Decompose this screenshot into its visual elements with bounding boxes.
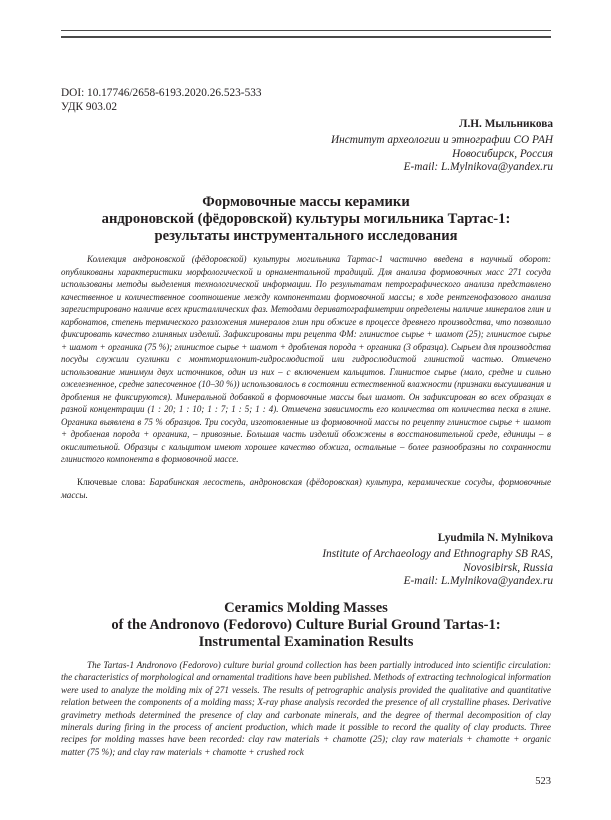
en-city: Novosibirsk, Russia bbox=[463, 561, 553, 574]
header-rule-thin bbox=[61, 30, 551, 31]
keywords-label: Ключевые слова: bbox=[77, 477, 146, 487]
en-article-title bbox=[61, 600, 551, 651]
en-title-line: Instrumental Examination Results bbox=[198, 634, 414, 650]
ru-institute: Институт археологии и этнографии СО РАН bbox=[330, 134, 553, 147]
ru-author-block bbox=[331, 118, 553, 175]
en-author-name: Lyudmila N. Mylnikova bbox=[437, 532, 553, 544]
header-rule-thick bbox=[61, 36, 551, 38]
en-email[interactable]: E-mail: L.Mylnikova@yandex.ru bbox=[403, 575, 553, 588]
en-abstract: The Tartas-1 Andronovo (Fedorovo) culture burial ground collection has been partially introduced into scientific circulation: the characteristics of morphological and ornamental traditions have been published. Methods of extracting technological information were used to analyze the molding mix of 271 vessels. The results of petrographic analysis provided the qualitative and quantitative relation between the components of a molding mass; X-ray phase analysis recorded the presence of all crystalline phases. Derivative gravimetry methods determined the presence of clay and carbonate minerals, and the degree of thermal decomposition of clay minerals during firing in the process of ancient production, which made it possible to record the quality of clay products. Three recipes for molding masses have been recorded: clay raw materials + chamotte (25); clay raw materials + chamotte + organic matter (75 %); and clay raw materials + chamotte + crushed rock bbox=[61, 660, 551, 757]
ru-title-line: Формовочные массы керамики bbox=[202, 194, 410, 210]
en-title-line: Ceramics Molding Masses bbox=[224, 600, 388, 616]
en-institute: Institute of Archaeology and Ethnography SB RAS, bbox=[322, 548, 553, 561]
en-title-line: of the Andronovo (Fedorovo) Culture Burial Ground Tartas-1: bbox=[111, 617, 501, 633]
ru-city: Новосибирск, Россия bbox=[452, 147, 553, 160]
ru-author-name: Л.Н. Мыльникова bbox=[459, 118, 553, 130]
udk: УДК 903.02 bbox=[61, 100, 117, 113]
ru-email[interactable]: E-mail: L.Mylnikova@yandex.ru bbox=[403, 161, 553, 174]
en-author-block bbox=[322, 532, 553, 589]
ru-article-title bbox=[61, 194, 551, 245]
ru-keywords bbox=[61, 476, 551, 501]
ru-title-line: андроновской (фёдоровской) культуры могильника Тартас-1: bbox=[101, 211, 511, 227]
doi[interactable]: DOI: 10.17746/2658-6193.2020.26.523-533 bbox=[61, 87, 262, 99]
keywords-text: Барабинская лесостепь, андроновская (фёдоровская) культура, керамические сосуды, формовочные массы. bbox=[61, 477, 551, 500]
article-meta bbox=[61, 87, 262, 114]
page-number: 523 bbox=[535, 776, 551, 787]
ru-abstract: Коллекция андроновской (фёдоровской) культуры могильника Тартас-1 частично введена в научный оборот: опубликованы характеристики морфологической и орнаментальной традиций. Для анализа формовочных масс 271 сосуда использованы методы выделения технологической информации. По результатам петрографического анализа представлено качественное и количественное соотношение между компонентами формовочной массы; в ходе рентгенофазового анализа зарегистрировано наличие всех кристаллических фаз. Методами дериватографиметрии определены наличие минералов глин и карбонатов, степень термического разложения минералов глин при обжиге в процессе древнего производства, что позволило фиксировать качество глиняных изделий. Зафиксированы три рецепта ФМ: глинистое сырье + шамот (25); глинистое сырье + шамот + органика (75 %); глинистое сырье + шамот + дробленая порода + органика (3 образца). Сырьем для производства посуды служили суглинки с монтмориллонит-гидрослюдистой или гидрослюдистой глинистой частью. Отмечено использование минимум двух источников, один из них – с включением кальцитов. Глинистое сырье (мало, средне и сильно ожелезненное, средне запесоченное (10–30 %)) использовалось в состоянии естественной влажности (признаки высушивания и дробления не фиксируются). Минеральной добавкой в формовочные массы был шамот. Он зафиксирован во всех образцах в разной концентрации (1 : 20; 1 : 10; 1 : 7; 1 : 5; 1 : 4). Отмечена зависимость его количества от количества песка в глине. Органика выявлена в 75 % образцов. Три сосуда, изготовленные из формовочной массы по рецепту глинистое сырье + шамот + дробленая порода + органика, – привозные. Большая часть изделий обожжены в восстановительной среде, единицы – в окислительной. Образцы с кальцитом имеют хорошее качество обжига, остальные – более разнообразны по сохранности глинистого компонента в формовочной массе. bbox=[61, 254, 551, 464]
ru-title-line: результаты инструментального исследования bbox=[154, 228, 458, 244]
